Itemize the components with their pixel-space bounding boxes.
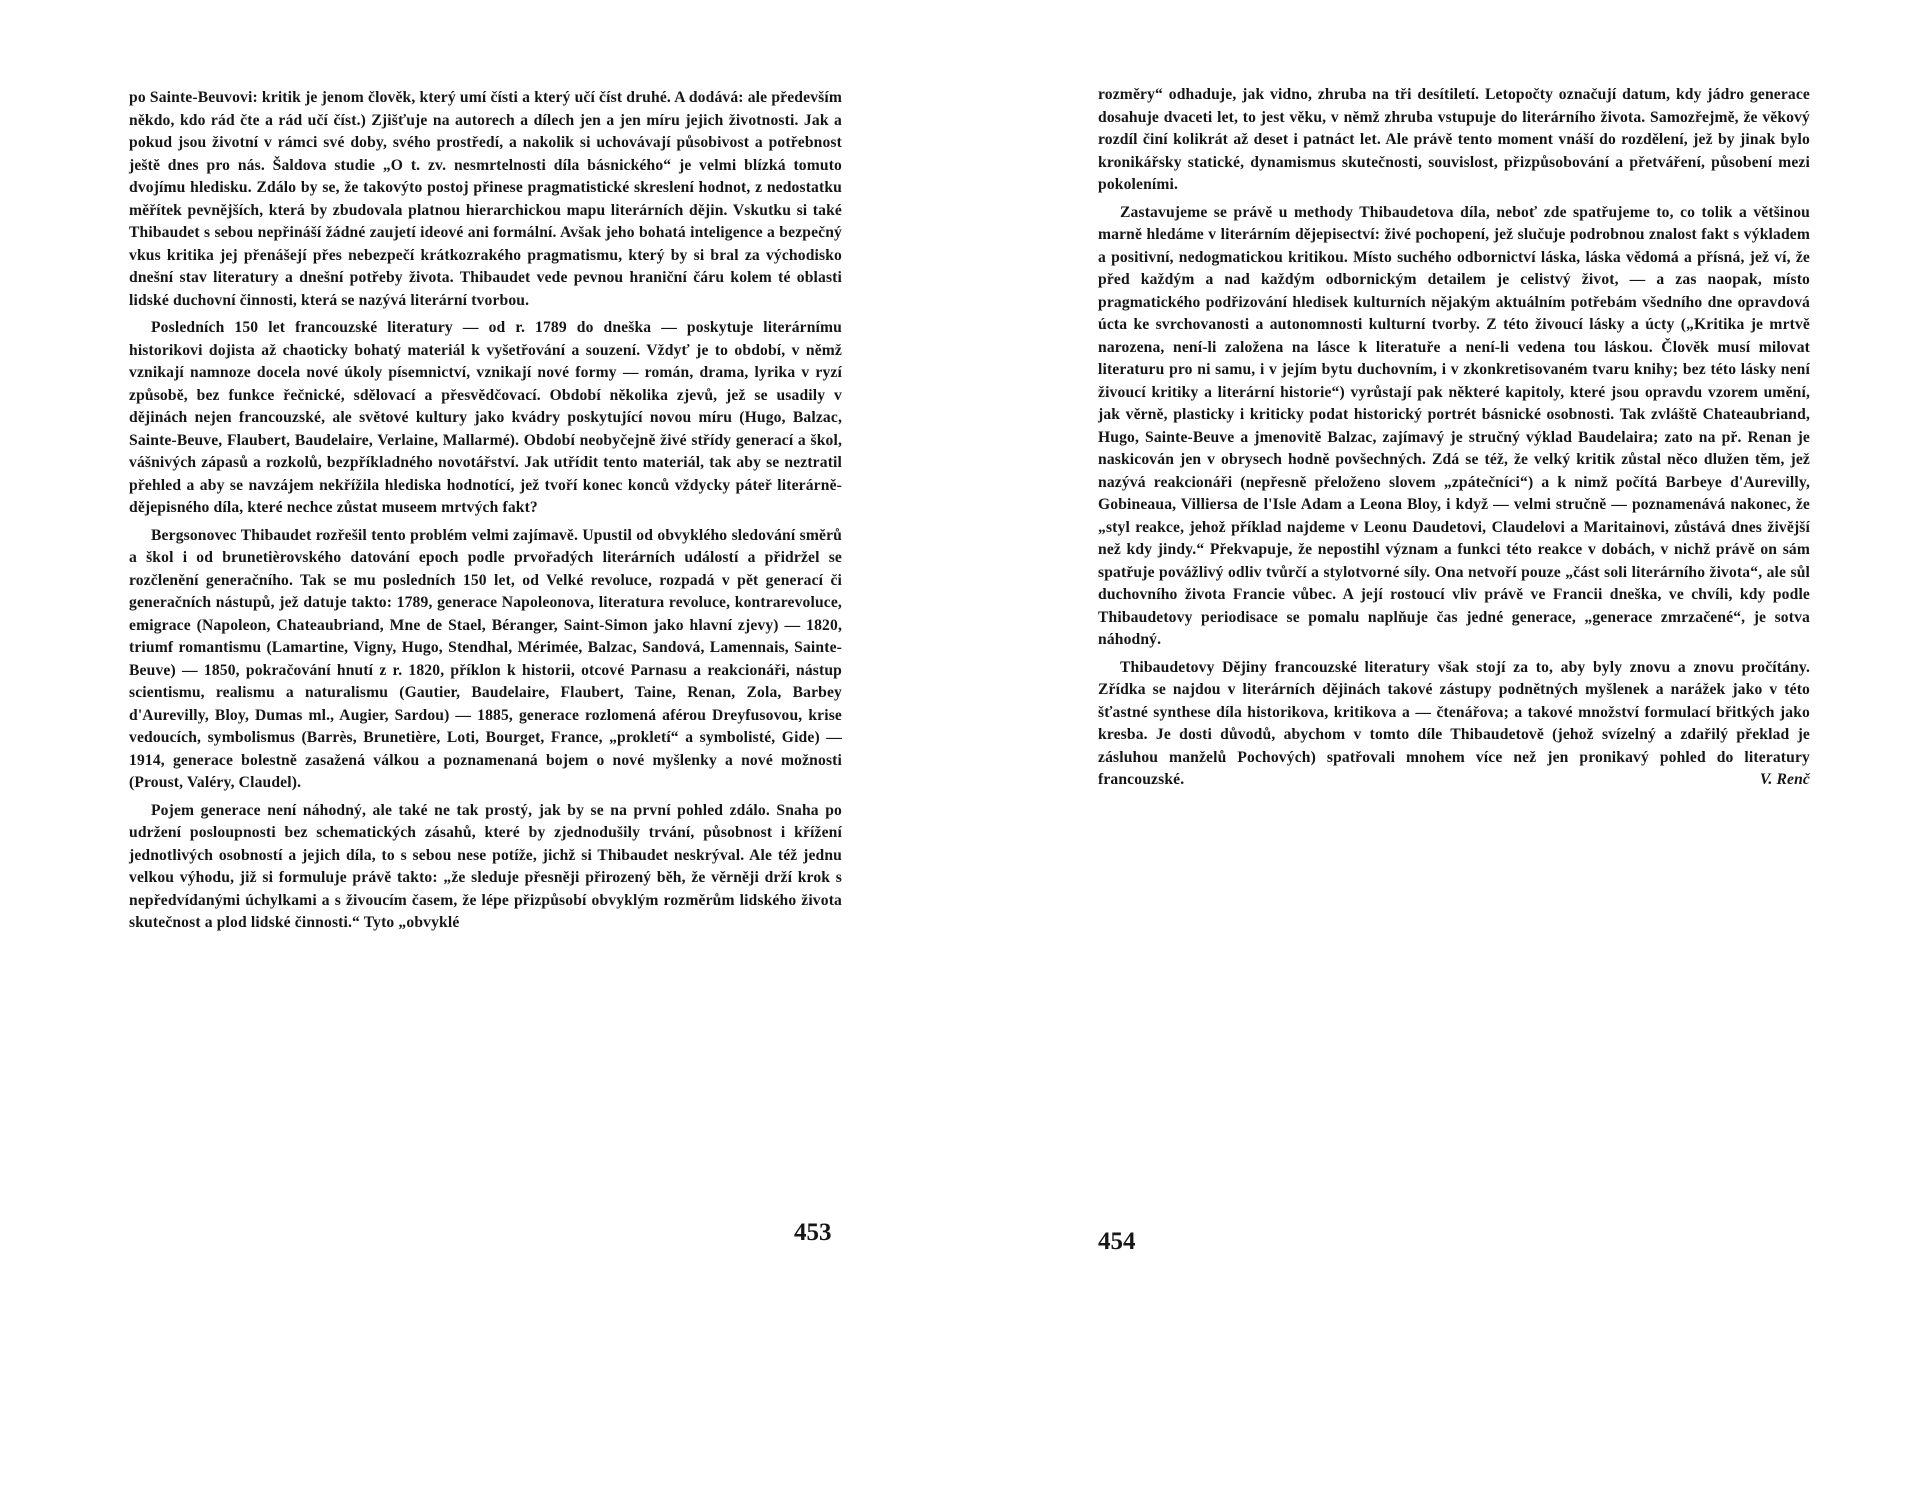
paragraph: Pojem generace není náhodný, ale také ne tak prostý, jak by se na první pohled zdálo. Snaha po udržení posloupnosti bez schematických zásahů, které by zjednodušily trvání, působnost i křížení jednotlivých osobností a jejich díla, to s sebou nese potíže, jichž si Thibaudet neskrýval. Ale též jednu velkou výhodu, již si formuluje právě takto: „že sleduje přesněji přirozený běh, že věrněji drží krok s nepředvídanými úchylkami a s živoucím časem, že lépe přizpůsobí obvyklým rozměrům lidského života skutečnost a plod lidské činnosti.“ Tyto „obvyklé	[129, 801, 842, 931]
right-page	[958, 0, 1916, 1500]
author-signature: V. Renč	[1759, 771, 1810, 788]
paragraph-last	[1098, 657, 1810, 792]
paragraph: rozměry“ odhaduje, jak vidno, zhruba na tři desítiletí. Letopočty označují datum, kdy jádro generace dosahuje dvaceti let, to jest věku, v němž zhruba vstupuje do literárního života. Samozřejmě, že věkový rozdíl činí kolikrát až deset i patnáct let. Ale právě tento moment vnáší do rozdělení, jež by jinak bylo kronikářsky statické, dynamismus skutečnosti, souvislost, přizpůsobování a přetváření, působení mezi pokoleními.	[1098, 86, 1810, 193]
paragraph: po Sainte-Beuvovi: kritik je jenom člověk, který umí čísti a který učí číst druhé. A dodává: ale především někdo, kdo rád čte a rád učí číst.) Zjišťuje na autorech a dílech jen a jen míru jejich životnosti. Jak a pokud jsou životní v rámci své doby, svého prostředí, a nakolik si uchovávají působivost a potřebnost ještě dnes pro nás. Šaldova studie „O t. zv. nesmrtelnosti díla básnického“ je velmi blízká tomuto dvojímu hledisku. Zdálo by se, že takovýto postoj přinese pragmatistické skreslení hodnot, z nedostatku měřítek pevnějších, která by zbudovala platnou hierarchickou mapu literárních dějin. Vskutku si také Thibaudet s sebou nepřináší žádné zaujetí ideové ani formální. Avšak jeho bohatá inteligence a bezpečný vkus kritika jej přenášejí přes nebezpečí krátkozrakého pragmatismu, který by si bral za východisko dnešní stav literatury a dnešní potřeby života. Thibaudet vede pevnou hraniční čáru kolem té oblasti lidské duchovní činnosti, která se nazývá literární tvorbou.	[129, 89, 842, 309]
right-page-text	[1098, 84, 1810, 797]
paragraph-text: Thibaudetovy Dějiny francouzské literatury však stojí za to, aby byly znovu a znovu pročítány. Zřídka se najdou v literárních dějinách takové zástupy podnětných myšlenek a narážek jako v této šťastné synthese díla historikova, kritikova a — čtenářova; a takové množství formulací břitkých jako kresba. Je dosti důvodů, abychom v tomto díle Thibaudetově (jehož svízelný a zdařilý překlad je zásluhou manželů Pochových) spatřovali mnohem více než jen pronikavý pohled do literatury francouzské.	[1098, 658, 1810, 788]
page-number: 453	[794, 1219, 832, 1246]
left-page-text	[129, 87, 842, 940]
paragraph: Posledních 150 let francouzské literatury — od r. 1789 do dneška — poskytuje literárnímu historikovi dojista až chaoticky bohatý materiál k vyšetřování a souzení. Vždyť je to období, v němž vznikají namnoze docela nové úkoly písemnictví, vznikají nové formy — román, drama, lyrika v ryzí způsobě, bez funkce řečnické, sdělovací a přesvědčovací. Období několika zjevů, jež se usadily v dějinách nejen francouzské, ale světové kultury jako kvádry poskytující novou míru (Hugo, Balzac, Sainte-Beuve, Flaubert, Baudelaire, Verlaine, Mallarmé). Období neobyčejně živé střídy generací a škol, vášnivých zápasů a rozkolů, bezpříkladného novotářství. Jak utřídit tento materiál, tak aby se neztratil přehled a aby se navzájem nekřížila hlediska hodnotící, jež tvoří konec konců vždycky páteř literárně-dějepisného díla, které nechce zůstat museem mrtvých fakt?	[129, 319, 842, 516]
paragraph: Zastavujeme se právě u methody Thibaudetova díla, neboť zde spatřujeme to, co tolik a většinou marně hledáme v literárním dějepisectví: živé pochopení, jež slučuje podrobnou znalost fakt s výkladem a positivní, nedogmatickou kritikou. Místo suchého odbornictví láska, láska vědomá a přísná, jež ví, že před každým a nad každým odbornickým detailem je celistvý život, — a zas naopak, místo pragmatického podřizování hledisek kulturních nějakým aktuálním potřebám všedního dne opravdová úcta ke svrchovanosti a autonomnosti kulturní tvorby. Z této živoucí lásky a úcty („Kritika je mrtvě narozena, není-li založena na lásce k literatuře a není-li vedena tou láskou. Člověk musí milovat literaturu pro ni samu, i v jejím bytu duchovním, i v zkonkretisovaném tvaru knihy; bez této lásky není živoucí kritiky a literární historie“) vyrůstají pak některé kapitoly, které jsou opravdu vzorem umění, jak věrně, plasticky i kriticky podat historický portrét básnické osobnosti. Tak zvláště Chateaubriand, Hugo, Sainte-Beuve a jmenovitě Balzac, zajímavý je stručný výklad Baudelaira; zato na př. Renan je naskicován jen v obrysech hodně povšechných. Zdá se též, že velký kritik zůstal něco dlužen těm, jež nazývá reakcionáři (nepřesně přeloženo slovem „zpátečníci“) a k nimž počítá Barbeye d'Aurevilly, Gobineaua, Villiersa de l'Isle Adam a Leona Bloy, i když — velmi stručně — poznamenává nakonec, že „styl reakce, jehož příklad najdeme v Leonu Daudetovi, Claudelovi a Maritainovi, zůstává dnes živější než kdy jindy.“ Překvapuje, že nepostihl význam a funkci této reakce v dobách, v nichž právě on sám spatřuje povážlivý odliv tvůrčí a stylotvorné síly. Ona netvoří pouze „část soli literárního života“, ale sůl duchovního života Francie vůbec. A její rostoucí vliv právě ve Francii dneška, ve chvíli, kdy podle Thibaudetovy periodisace se pomalu naplňuje čas jedné generace, „generace zmrzačené“, je sotva náhodný.	[1098, 203, 1810, 648]
paragraph: Bergsonovec Thibaudet rozřešil tento problém velmi zajímavě. Upustil od obvyklého sledování směrů a škol i od brunetièrovského datování epoch podle prvořadých literárních událostí a přidržel se rozčlenění generačního. Tak se mu posledních 150 let, od Velké revoluce, rozpadá v pět generací či generačních nástupů, jež datuje takto: 1789, generace Napoleonova, literatura revoluce, kontrarevoluce, emigrace (Napoleon, Chateaubriand, Mne de Stael, Béranger, Saint-Simon jako hlavní zjevy) — 1820, triumf romantismu (Lamartine, Vigny, Hugo, Stendhal, Mérimée, Balzac, Sandová, Lamennais, Sainte-Beuve) — 1850, pokračování hnutí z r. 1820, příklon k historii, otcové Parnasu a reakcionáři, nástup scientismu, realismu a naturalismu (Gautier, Baudelaire, Flaubert, Taine, Renan, Zola, Barbey d'Aurevilly, Bloy, Dumas ml., Augier, Sardou) — 1885, generace rozlomená aférou Dreyfusovou, krise vedoucích, symbolismus (Barrès, Brunetière, Loti, Bourget, France, „prokletí“ a symbolisté, Gide) — 1914, generace bolestně zasažená válkou a poznamenaná bojem o nové myšlenky a nové možnosti (Proust, Valéry, Claudel).	[129, 526, 842, 791]
page-number: 454	[1098, 1228, 1136, 1255]
